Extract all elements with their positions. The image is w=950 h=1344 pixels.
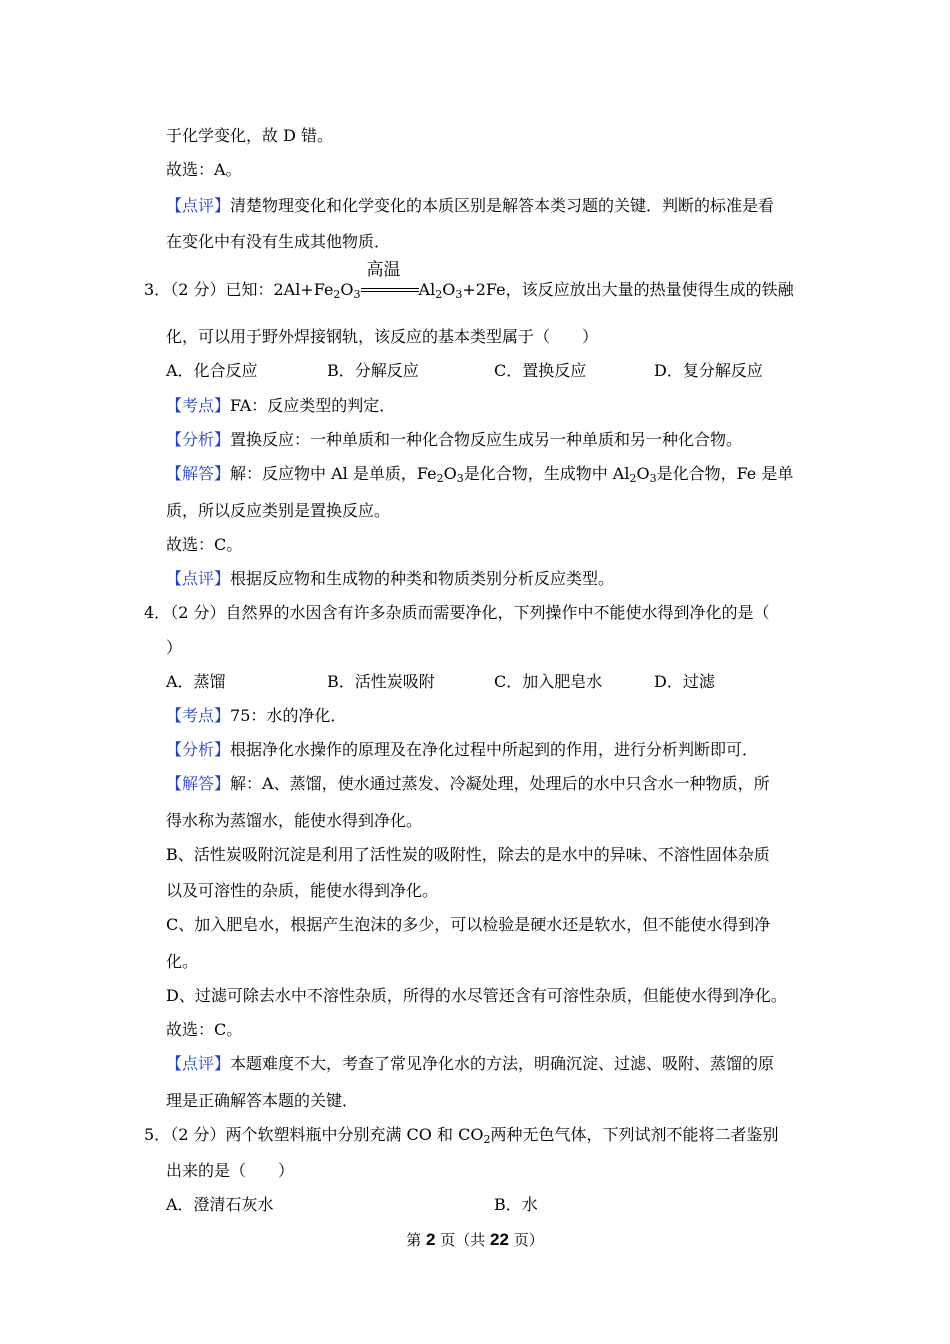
solution-line: 化。 [166, 952, 199, 971]
stem-text: （2 分）两个软塑料瓶中分别充满 CO 和 CO [170, 1125, 484, 1144]
point-tag: 【考点】 [166, 706, 231, 725]
question-4-stem [144, 602, 769, 624]
solution-line [166, 463, 793, 485]
page-number: 2 [426, 1230, 436, 1249]
option-c: C．加入肥皂水 [494, 672, 603, 691]
solution-line: D、过滤可除去水中不溶性杂质，所得的水尽管还含有可溶性杂质，但能使水得到净化。 [166, 986, 787, 1005]
review-line-2: 在变化中有没有生成其他物质． [166, 232, 391, 251]
review-tag: 【点评】 [166, 196, 231, 215]
solution-line: B、活性炭吸附沉淀是利用了活性炭的吸附性，除去的是水中的异味、不溶性固体杂质 [166, 845, 770, 864]
text-line: 于化学变化，故 D 错。 [166, 126, 334, 145]
reaction-condition-arrow [361, 260, 419, 301]
subscript: 2 [333, 288, 341, 301]
review-line [166, 195, 774, 217]
question-number: 3． [144, 280, 171, 299]
point-tag: 【考点】 [166, 396, 231, 415]
option-d: D．过滤 [654, 672, 715, 691]
option-c: C．置换反应 [494, 361, 587, 380]
footer-text: 第 [406, 1231, 427, 1249]
subscript: 2 [435, 288, 443, 301]
solution-tag: 【解答】 [166, 464, 231, 483]
solution-line: C、加入肥皂水，根据产生泡沫的多少，可以检验是硬水还是软水，但不能使水得到净 [166, 915, 771, 934]
option-a: A．澄清石灰水 [166, 1195, 274, 1214]
solution-line: 以及可溶性的杂质，能使水得到净化。 [166, 881, 439, 900]
subscript: 2 [483, 1133, 491, 1146]
solution-text: O [443, 464, 457, 483]
page-total: 22 [490, 1230, 509, 1249]
question-3-stem: 3．（2 分）已知：$2Al+Fe_2O_3$ 高温 $Al_2O_3+2Fe$，该反应放出大量的热量使得生成的铁融 [144, 260, 794, 301]
point-line [166, 395, 395, 417]
stem-text: +2Fe，该反应放出大量的热量使得生成的铁融 [462, 280, 794, 299]
stem-text: （2 分）已知：2Al+Fe [170, 280, 334, 299]
review-text: 本题难度不大，考查了常见净化水的方法，明确沉淀、过滤、吸附、蒸馏的原 [230, 1054, 775, 1073]
point-line [166, 705, 346, 727]
stem-text: O [442, 280, 456, 299]
question-3-stem-2: 化，可以用于野外焊接钢轨，该反应的基本类型属于（ ） [166, 327, 599, 346]
review-line [166, 568, 614, 590]
point-text: FA：反应类型的判定． [230, 396, 396, 415]
solution-text: 是化合物，Fe 是单 [656, 464, 794, 483]
subscript: 3 [455, 288, 463, 301]
solution-text: O [636, 464, 650, 483]
analysis-text: 根据净化水操作的原理及在净化过程中所起到的作用，进行分析判断即可． [230, 740, 759, 759]
analysis-text: 置换反应：一种单质和一种化合物反应生成另一种单质和另一种化合物。 [230, 430, 743, 449]
option-d: D．复分解反应 [654, 361, 763, 380]
analysis-tag: 【分析】 [166, 430, 231, 449]
analysis-line [166, 739, 758, 761]
option-b: B．活性炭吸附 [327, 672, 435, 691]
answer-choice: 故选：A。 [166, 160, 242, 179]
review-text: 清楚物理变化和化学变化的本质区别是解答本类习题的关键．判断的标准是看 [230, 196, 775, 215]
stem-text: Al [418, 280, 436, 299]
review-tag: 【点评】 [166, 1054, 231, 1073]
solution-tag: 【解答】 [166, 774, 231, 793]
analysis-line [166, 429, 742, 451]
answer-choice: 故选：C。 [166, 535, 243, 554]
point-text: 75：水的净化． [230, 706, 347, 725]
subscript: 3 [353, 288, 361, 301]
stem-text: 两种无色气体，下列试剂不能将二者鉴别 [490, 1125, 779, 1144]
option-a: A．蒸馏 [166, 672, 226, 691]
solution-line-2: 质，所以反应类别是置换反应。 [166, 501, 391, 520]
footer-text: 页） [508, 1231, 544, 1249]
solution-text: 解：A、蒸馏，使水通过蒸发、冷凝处理，处理后的水中只含水一种物质，所 [230, 774, 770, 793]
option-a: A．化合反应 [166, 361, 258, 380]
option-b: B．水 [494, 1195, 538, 1214]
answer-choice: 故选：C。 [166, 1020, 243, 1039]
question-number: 5． [144, 1125, 171, 1144]
page-footer [0, 1229, 950, 1251]
solution-text: 解：反应物中 Al 是单质，Fe [230, 464, 437, 483]
reaction-condition: 高温 [366, 260, 401, 280]
question-number: 4． [144, 603, 171, 622]
subscript: 2 [629, 472, 637, 485]
solution-text: 是化合物，生成物中 Al [463, 464, 630, 483]
option-b: B．分解反应 [327, 361, 419, 380]
review-text: 根据反应物和生成物的种类和物质类别分析反应类型。 [230, 569, 615, 588]
review-line [166, 1053, 774, 1075]
review-line-2: 理是正确解答本题的关键． [166, 1091, 359, 1110]
solution-line: 得水称为蒸馏水，能使水得到净化。 [166, 811, 423, 830]
stem-text: （2 分）自然界的水因含有许多杂质而需要净化，下列操作中不能使水得到净化的是（ [170, 603, 770, 622]
question-5-stem [144, 1124, 778, 1146]
subscript: 3 [649, 472, 657, 485]
question-5-stem-2: 出来的是（ ） [166, 1161, 295, 1180]
solution-line [166, 773, 770, 795]
subscript: 2 [436, 472, 444, 485]
footer-text: 页（共 [435, 1231, 491, 1249]
subscript: 3 [456, 472, 464, 485]
review-tag: 【点评】 [166, 569, 231, 588]
analysis-tag: 【分析】 [166, 740, 231, 759]
question-4-stem-2: ） [166, 638, 183, 657]
